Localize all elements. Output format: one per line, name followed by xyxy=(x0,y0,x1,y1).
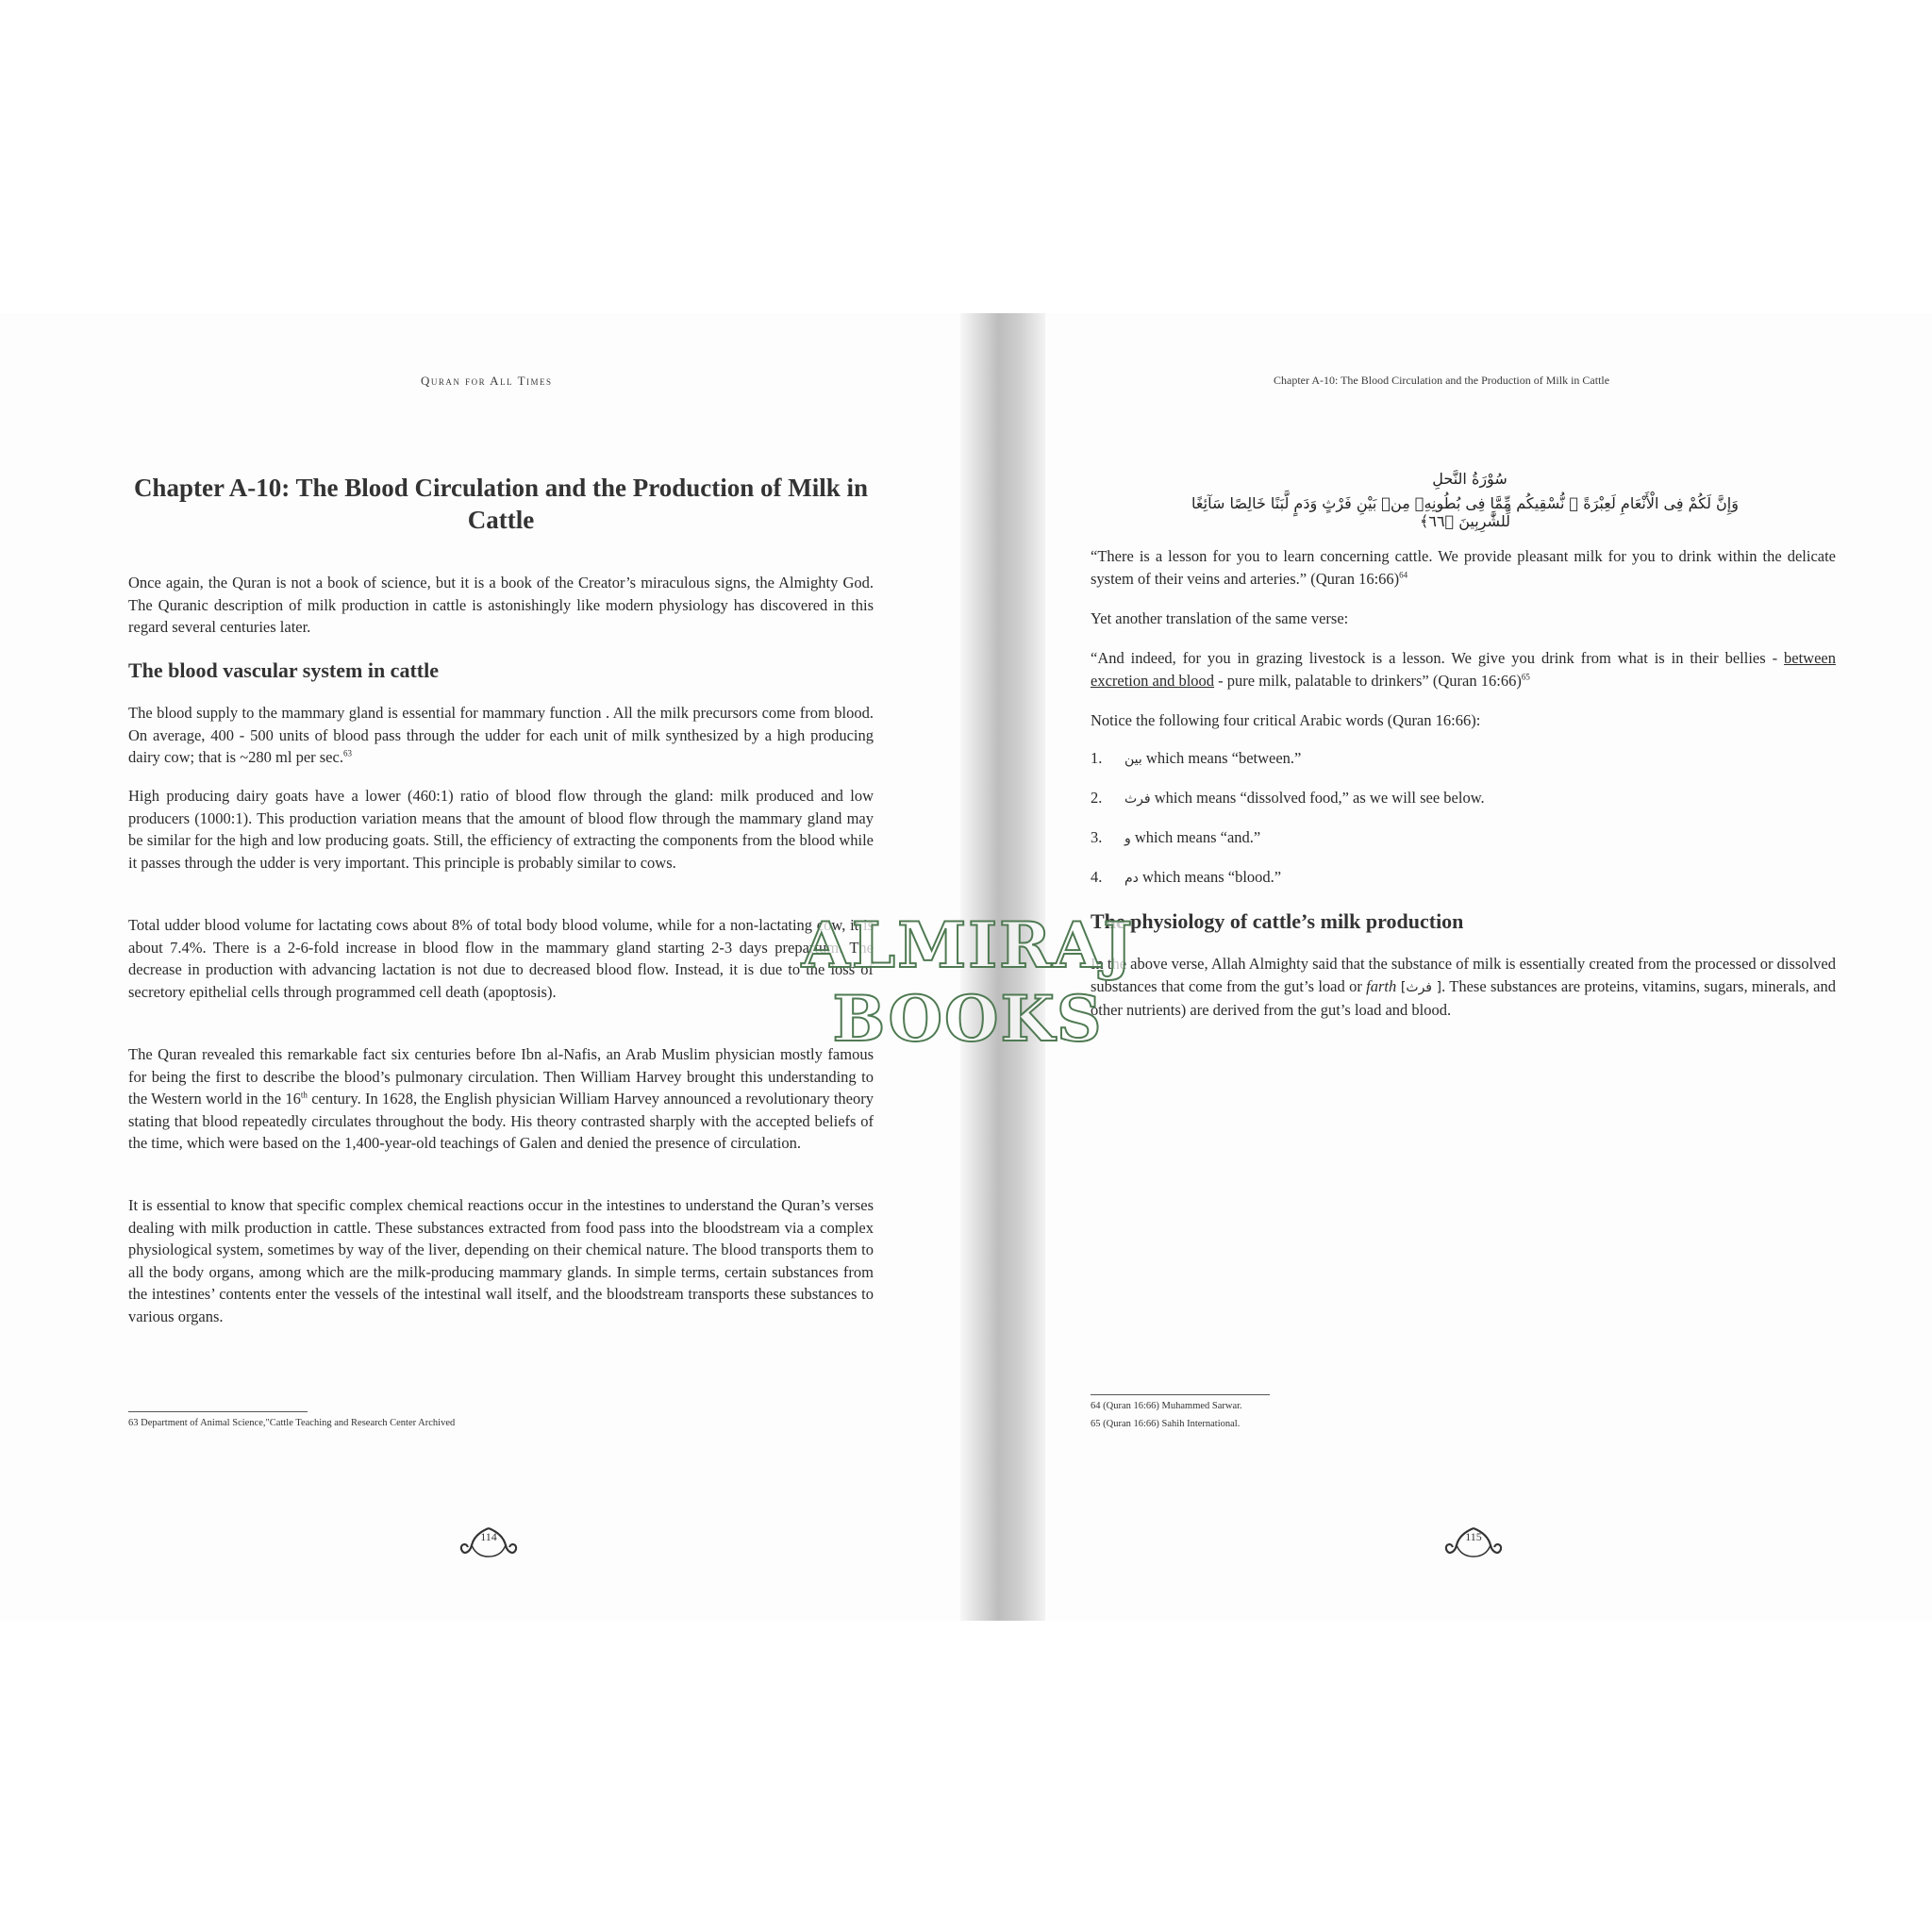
page-number-ornament-right xyxy=(1443,1524,1504,1562)
paragraph-udder-volume: Total udder blood volume for lactating cows about 8% of total body blood volume, while for a non-lactating cow, it is about 7.4%. There is a 2-6-fold increase in blood flow in the mammary gland starting 2-3 days prepartum. The decrease in production with advancing lactation is not due to decreased blood flow. Instead, it is due to the loss of secretory epithelial cells through programmed cell death (apoptosis). xyxy=(128,916,874,1001)
paragraph-history: The Quran revealed this remarkable fact six centuries before Ibn al-Nafis, an Arab Muslim physician mostly famous for being the first to describe the blood’s pulmonary circulation. Then William Harvey brought this understanding to the Western world in the 16th century. In 1628, the English physician William Harvey announced a revolutionary theory stating that blood repeatedly circulates throughout the body. His theory contrasted sharply with the accepted beliefs of the time, which were based on the 1,400-year-old teachings of Galen and denied the presence of circulation. xyxy=(128,1045,874,1152)
page-number-ornament-left xyxy=(458,1524,519,1562)
watermark-text: ALMIRAJ BOOKS xyxy=(801,908,1135,1056)
footnote-rule xyxy=(128,1411,308,1412)
arabic-verse: وَإِنَّ لَكُمْ فِى الْأَنْعَامِ لَعِبْرَةً ۖ نُّسْقِيكُم مِّمَّا فِى بُطُونِهِۦ مِنۢ بَيْنِ فَرْثٍ وَدَمٍ لَّبَنًا خَالِصًا سَآئِغًا لِّلشَّٰرِبِينَ ﴿٦٦﴾ xyxy=(1191,494,1739,530)
footnote-65: 65 (Quran 16:66) Sahih International. xyxy=(1091,1419,1241,1429)
translation-sahih: “And indeed, for you in grazing livestock is a lesson. We give you drink from what is in their bellies - between excretion and blood - pure milk, palatable to drinkers” (Quran 16:66)$^{65}$ xyxy=(1091,649,1836,690)
list-item: 4. دم which means “blood.” xyxy=(1091,868,1282,886)
running-head-right: Chapter A-10: The Blood Circulation and the Production of Milk in Cattle xyxy=(1274,374,1610,387)
notice-paragraph: Notice the following four critical Arabic words (Quran 16:66): xyxy=(1091,711,1481,729)
page-number-left: 114 xyxy=(480,1530,497,1543)
list-item: 3. و which means “and.” xyxy=(1091,828,1261,846)
footnote-ref-65: 65 xyxy=(1521,672,1530,681)
section-heading-physiology: The physiology of cattle’s milk production xyxy=(1091,909,1464,933)
footnote-ref-64: 64 xyxy=(1399,570,1408,579)
footnote-rule xyxy=(1091,1394,1270,1395)
intro-paragraph: Once again, the Quran is not a book of science, but it is a book of the Creator’s miraculous signs, the Almighty God. The Quranic description of milk production in cattle is astonishingly like modern physiology has discovered in this regard several centuries later. xyxy=(128,574,874,636)
list-item: 1. بين which means “between.” xyxy=(1091,749,1302,767)
section-heading-vascular: The blood vascular system in cattle xyxy=(128,658,439,682)
footnote-ref-63: 63 xyxy=(342,748,352,758)
paragraph-blood-supply: The blood supply to the mammary gland is essential for mammary function . All the milk precursors come from blood. On average, 400 - 500 units of blood pass through the udder for each unit of milk synthesized by a high producing dairy cow; that is ~280 ml per sec.$^{63}$ xyxy=(128,704,874,766)
another-translation-label: Yet another translation of the same verse: xyxy=(1091,609,1349,627)
running-head-left: Quran for All Times xyxy=(421,374,553,388)
surah-name: سُوْرَةُ النَّحلِ xyxy=(1432,470,1507,488)
page-number-right: 115 xyxy=(1465,1530,1482,1543)
paragraph-physiology: In the above verse, Allah Almighty said that the substance of milk is essentially created from the processed or dissolved substances that come from the gut’s load or farth [فرث ]. These substances are proteins, vitamins, sugars, minerals, and other nutrients) are derived from the gut’s load and blood. xyxy=(1091,955,1836,1019)
translation-sarwar: “There is a lesson for you to learn concerning cattle. We provide pleasant milk for you to drink within the delicate system of their veins and arteries.” (Quran 16:66)$^{64}$ xyxy=(1091,547,1836,588)
list-item: 2. فرث which means “dissolved food,” as we will see below. xyxy=(1091,789,1485,807)
paragraph-intestines: It is essential to know that specific complex chemical reactions occur in the intestines to understand the Quran’s verses dealing with milk production in cattle. These substances extracted from food pass into the bloodstream via a complex physiological system, sometimes by way of the liver, depending on their chemical nature. The blood transports them to all the body organs, among which are the milk-producing mammary glands. In simple terms, certain substances from the intestines’ contents enter the vessels of the intestinal wall itself, and the bloodstream transports these substances to various organs. xyxy=(128,1196,874,1325)
footnote-64: 64 (Quran 16:66) Muhammed Sarwar. xyxy=(1091,1401,1242,1411)
paragraph-goats: High producing dairy goats have a lower (460:1) ratio of blood flow through the gland: milk produced and low producers (1000:1). This production variation means that the amount of blood flow through the mammary gland may be similar for the high and low producing goats. Still, the efficiency of extracting the components from the blood while it passes through the udder is very important. This principle is probably similar to cows. xyxy=(128,787,874,872)
chapter-title: Chapter A-10: The Blood Circulation and the Production of Milk in Cattle xyxy=(133,474,869,534)
underlined-phrase: between excretion and blood xyxy=(1091,649,1836,690)
footnote-63: 63 Department of Animal Science,"Cattle Teaching and Research Center Archived xyxy=(128,1418,456,1428)
